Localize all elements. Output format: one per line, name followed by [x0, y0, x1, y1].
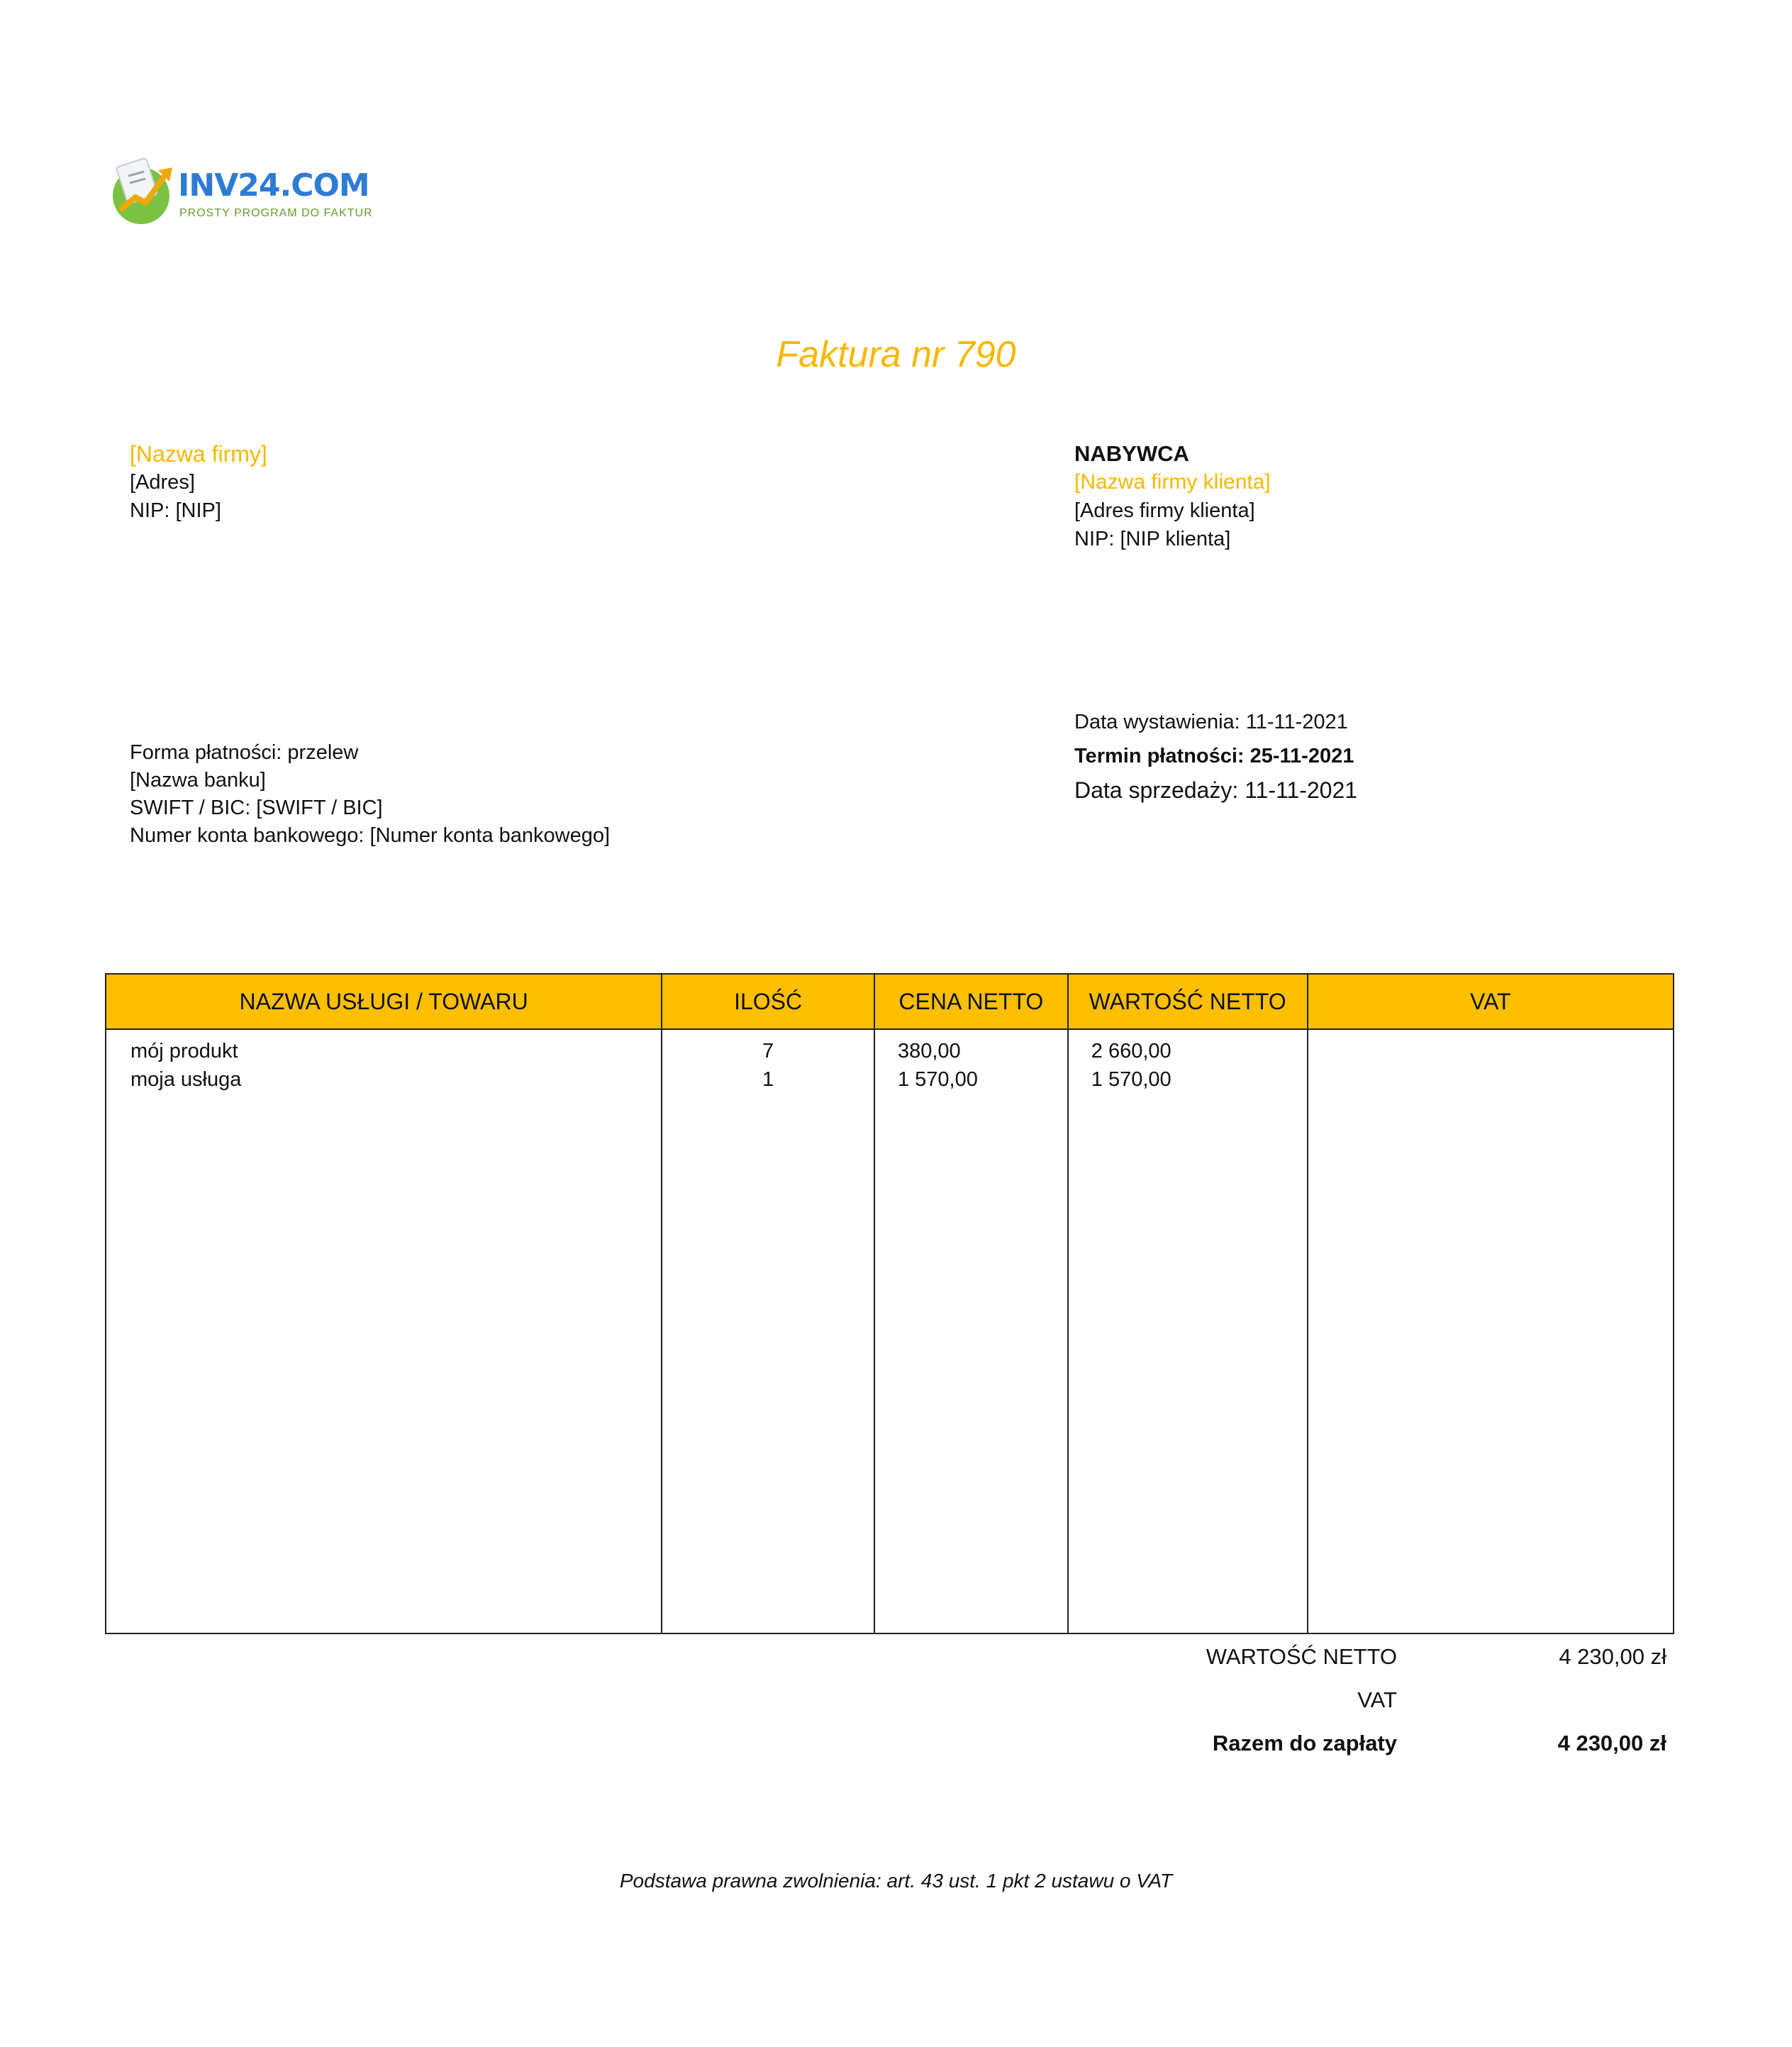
- buyer-block: [1074, 440, 1271, 553]
- due-date: Termin płatności: 25-11-2021: [1074, 745, 1354, 767]
- bank-account: Numer konta bankowego: [Numer konta bankowego]: [130, 824, 611, 847]
- invoice-title: Faktura nr 790: [776, 334, 1016, 375]
- payment-method: Forma płatności: przelew: [130, 741, 359, 764]
- table-cell: 1: [762, 1068, 774, 1091]
- header-net-value: WARTOŚĆ NETTO: [1068, 974, 1308, 1029]
- header-vat: VAT: [1308, 974, 1674, 1029]
- items-table: [105, 973, 1674, 1634]
- buyer-nip: NIP: [NIP klienta]: [1074, 528, 1231, 550]
- total-net-label: WARTOŚĆ NETTO: [1206, 1644, 1397, 1669]
- table-cell: mój produkt: [130, 1040, 238, 1063]
- table-cell: 2 660,00: [1091, 1040, 1172, 1063]
- item-qty-cell: [662, 1029, 874, 1633]
- grand-total-value: 4 230,00 zł: [1557, 1731, 1666, 1755]
- table-cell: moja usługa: [130, 1068, 242, 1091]
- header-name: NAZWA USŁUGI / TOWARU: [106, 974, 662, 1029]
- item-name-cell: [106, 1029, 662, 1633]
- logo-wordmark: INV24.COM: [178, 167, 369, 204]
- header-unit-price: CENA NETTO: [874, 974, 1068, 1029]
- grand-total-row: [1092, 1731, 1666, 1774]
- seller-name: [Nazwa firmy]: [130, 441, 267, 467]
- payment-block: [130, 739, 610, 850]
- table-cell: 1 570,00: [897, 1068, 978, 1091]
- table-header-row: [106, 974, 1674, 1029]
- item-price-cell: [874, 1029, 1068, 1633]
- totals-block: [1092, 1644, 1666, 1774]
- table-cell: 380,00: [897, 1040, 961, 1063]
- table-body-row: [106, 1029, 1674, 1633]
- header-quantity: ILOŚĆ: [662, 974, 874, 1029]
- issue-date: Data wystawienia: 11-11-2021: [1074, 711, 1348, 733]
- total-net-row: [1092, 1644, 1666, 1687]
- total-net-value: 4 230,00 zł: [1559, 1644, 1666, 1669]
- company-logo: [110, 157, 373, 228]
- item-vat-cell: [1308, 1029, 1674, 1633]
- logo-tagline: PROSTY PROGRAM DO FAKTUR: [179, 207, 373, 219]
- table-cell: 1 570,00: [1091, 1068, 1172, 1091]
- seller-block: [130, 440, 267, 525]
- legal-footnote: Podstawa prawna zwolnienia: art. 43 ust. 1 pkt 2 ustawu o VAT: [619, 1870, 1173, 1892]
- grand-total-label: Razem do zapłaty: [1212, 1731, 1397, 1755]
- sale-date: Data sprzedaży: 11-11-2021: [1074, 777, 1358, 803]
- seller-address: [Adres]: [130, 471, 195, 494]
- buyer-address: [Adres firmy klienta]: [1074, 499, 1255, 522]
- total-vat-label: VAT: [1357, 1687, 1397, 1712]
- total-vat-row: [1092, 1687, 1666, 1731]
- logo-emblem-icon: [110, 157, 175, 228]
- dates-block: [1074, 705, 1357, 807]
- seller-nip: NIP: [NIP]: [130, 499, 221, 522]
- swift-code: SWIFT / BIC: [SWIFT / BIC]: [130, 797, 383, 819]
- buyer-heading: NABYWCA: [1074, 441, 1189, 466]
- table-cell: 7: [762, 1040, 774, 1063]
- buyer-name: [Nazwa firmy klienta]: [1074, 470, 1271, 494]
- bank-name: [Nazwa banku]: [130, 769, 266, 792]
- item-net-cell: [1068, 1029, 1308, 1633]
